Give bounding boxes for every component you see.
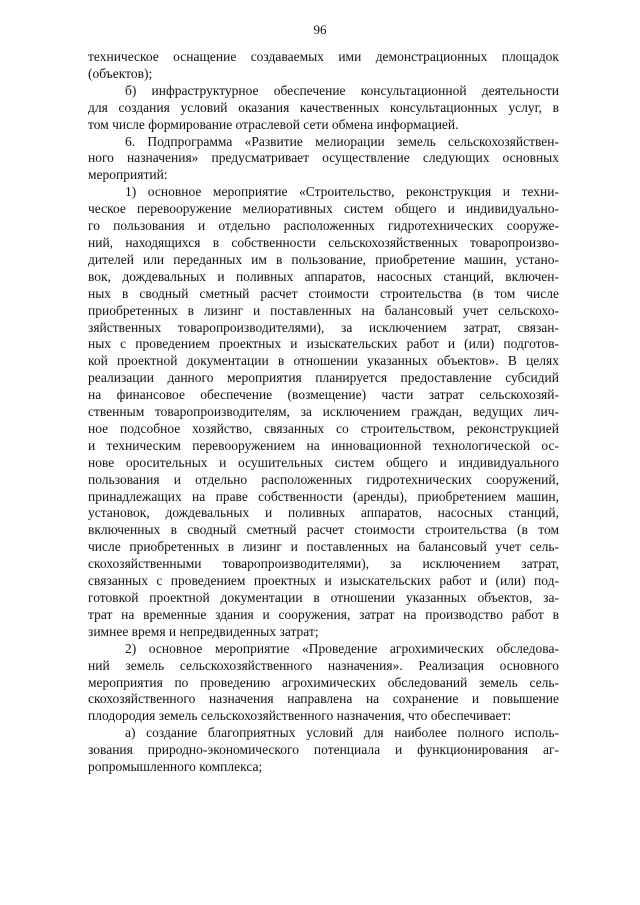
text-line: техническое оснащение создаваемых ими демонстрационных площадок (88, 49, 559, 64)
text-line: ного назначения» предусматривает осуществление следующих основных (88, 150, 559, 166)
paragraph (88, 641, 559, 726)
page-number: 96 (313, 22, 327, 37)
text-line: установок, дождевальных и поливных аппаратов, насосных станций, (88, 505, 559, 521)
text-line: числе приобретенных в лизинг и поставленных на балансовый учет сель- (88, 539, 559, 555)
text-line: на финансовое обеспечение (возмещение) части затрат сельскохозяй- (88, 387, 559, 403)
text-line: мероприятий: (88, 167, 168, 183)
text-line: ний, находящихся в собственности сельскохозяйственных товаропроизво- (88, 234, 559, 250)
text-line: готовкой проектной документации в отношении указанных объектов, за- (88, 590, 559, 605)
text-line: пользования и отдельно расположенных гидротехнических сооружений, (88, 471, 559, 487)
text-line: приобретенных в лизинг и поставленных на балансовый учет сельскохо- (88, 302, 559, 318)
text-line: том числе формирование отраслевой сети обмена информацией. (88, 116, 459, 132)
text-line: ных в сводный сметный расчет стоимости строительства (в том числе (88, 285, 559, 301)
paragraph (88, 49, 559, 83)
paragraph (88, 725, 559, 776)
text-line: реализации данного мероприятия планируется предоставление субсидий (88, 370, 559, 386)
text-line: ственным товаропроизводителям, за исключением граждан, ведущих лич- (88, 404, 559, 420)
text-line: зимнее время и непредвиденных затрат; (88, 623, 319, 639)
paragraph (88, 134, 559, 185)
text-line: ческое перевооружение мелиоративных систем общего и индивидуально- (88, 201, 559, 217)
text-line: вок, дождевальных и поливных аппаратов, насосных станций, включен- (88, 268, 559, 284)
text-line: а) создание благоприятных условий для наиболее полного исполь- (125, 725, 559, 741)
text-line: 2) основное мероприятие «Проведение агрохимических обследова- (125, 640, 559, 656)
text-line: скохозяйственного назначения направлена на сохранение и повышение (88, 691, 559, 707)
text-line: кой проектной документации в отношении указанных объектов». В целях (88, 353, 559, 369)
text-line: 6. Подпрограмма «Развитие мелиорации земель сельскохозяйствен- (125, 133, 559, 149)
text-line: б) инфраструктурное обеспечение консультационной деятельности (125, 82, 559, 98)
text-line: ний земель сельскохозяйственного назначения». Реализация основного (88, 657, 559, 673)
text-line: зяйственных товаропроизводителями), за исключением затрат, связан- (88, 319, 559, 335)
text-line: 1) основное мероприятие «Строительство, реконструкция и техни- (125, 184, 559, 200)
paragraph (88, 83, 559, 134)
paragraph (88, 184, 559, 640)
text-line: нове оросительных и осушительных систем общего и индивидуального (88, 454, 559, 470)
text-line: дителей или переданных им в пользование, приобретение машин, устано- (88, 251, 559, 267)
text-line: мероприятия по проведению агрохимических обследований земель сель- (88, 674, 559, 690)
text-line: ное подсобное хозяйство, связанных со строительством, реконструкцией (88, 420, 559, 436)
text-line: связанных с проведением проектных и изыскательских работ и (или) под- (88, 573, 559, 589)
text-line: и техническим перевооружением на инновационной технологической ос- (88, 437, 559, 453)
text-line: ропромышленного комплекса; (88, 759, 263, 775)
document-body (88, 49, 559, 776)
text-line: трат на временные здания и сооружения, затрат на производство работ в (88, 606, 559, 622)
text-line: для создания условий оказания качественных консультационных услуг, в (88, 99, 559, 115)
text-line: ных с проведением проектных и изыскательских работ и (или) подготов- (88, 336, 559, 352)
text-line: плодородия земель сельскохозяйственного назначения, что обеспечивает: (88, 708, 512, 724)
text-line: (объектов); (88, 65, 153, 81)
text-line: зования природно-экономического потенциала и функционирования аг- (88, 742, 559, 758)
text-line: принадлежащих на праве собственности (аренды), приобретением машин, (88, 488, 559, 504)
text-line: скохозяйственными товаропроизводителями), за исключением затрат, (88, 556, 559, 572)
text-line: го пользования и отдельно расположенных гидротехнических сооруже- (88, 218, 559, 234)
text-line: включенных в сводный сметный расчет стоимости строительства (в том (88, 522, 559, 538)
